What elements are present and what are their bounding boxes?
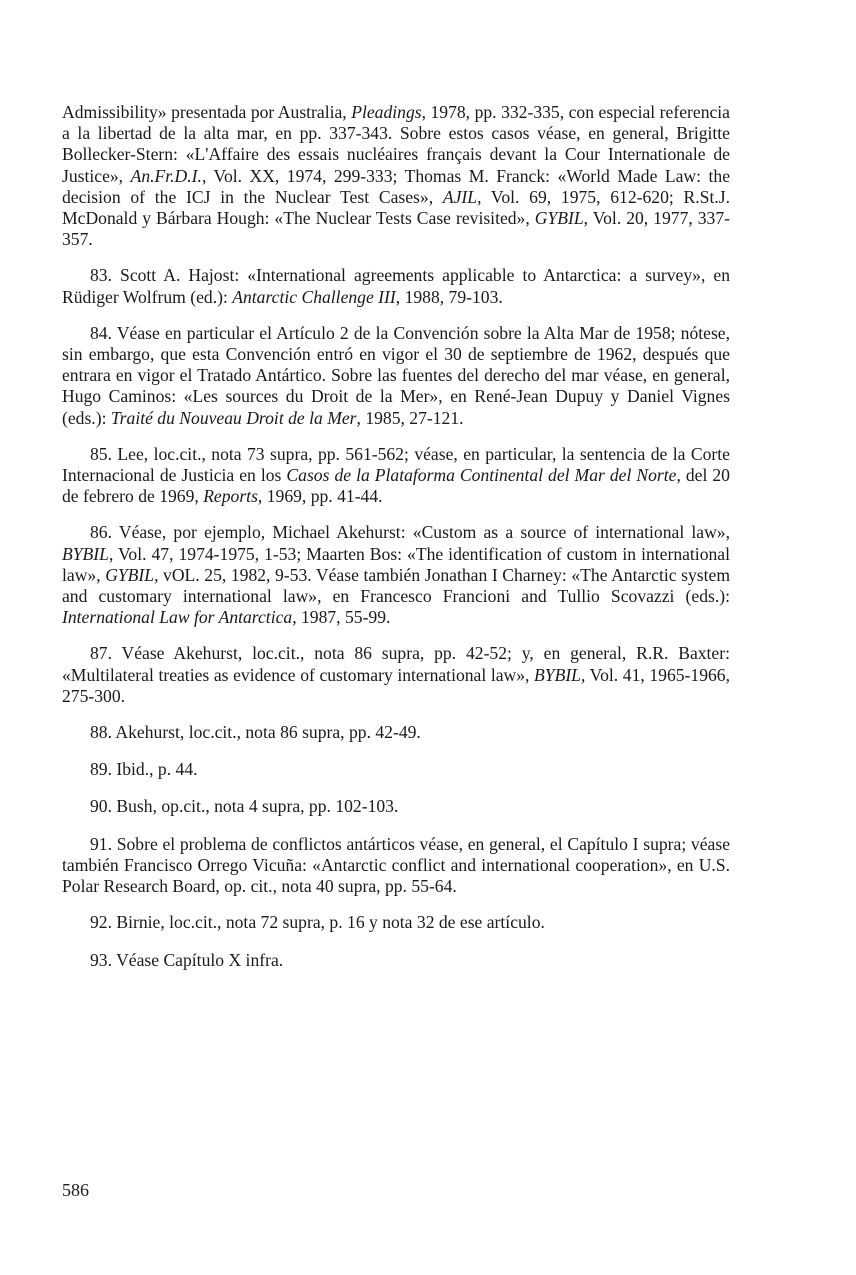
italic-citation: BYBIL [62,543,109,564]
italic-citation: International Law for Antarctica [62,607,293,628]
italic-citation: Reports [203,486,258,507]
note-text: , del 20 de febrero de 1969, [62,465,730,507]
italic-citation: Casos de la Plataforma Continental del Mar del Norte [286,465,677,486]
note-text: 88. Akehurst, loc.cit., nota 86 supra, pp. 42-49. [90,722,421,743]
italic-citation: GYBIL [534,208,584,229]
note-text: Admissibility» presentada por Australia, [62,102,352,122]
page-number: 586 [62,1180,89,1200]
italic-citation: Antarctic Challenge III [232,286,396,307]
note-text: 85. Lee, loc.cit., nota 73 supra, pp. 561-562; véase, en particular, la sentencia de la Corte Internacional de Justicia en los [62,443,730,486]
footnote-84 [62,323,730,429]
note-text: 86. Véase, por ejemplo, Michael Akehurst: «Custom as a source of international law», [90,522,730,543]
footnote-93 [62,950,730,971]
italic-citation: GYBIL [105,564,155,585]
footnotes-block [62,102,730,987]
footnote-90 [62,796,730,817]
footnote-86 [62,522,730,628]
italic-citation: BYBIL [534,664,581,685]
note-text: , Vol. 69, 1975, 612-620; R.St.J. McDonald y Bárbara Hough: «The Nuclear Tests Case revisited», [62,186,730,229]
italic-citation: An.Fr.D.I. [130,165,202,186]
note-text: 83. Scott A. Hajost: «International agreements applicable to Antarctica: a survey», en Rüdiger Wolfrum (ed.): [62,265,730,307]
note-text: , vOL. 25, 1982, 9-53. Véase también Jonathan I Charney: «The Antarctic system and customary international law», en Francesco Francioni and Tullio Scovazzi (eds.): [62,564,731,607]
note-text: 89. Ibid., p. 44. [90,759,198,780]
note-text: , Vol. 41, 1965-1966, 275-300. [62,664,730,706]
footnote-91 [62,834,730,898]
note-text: , 1988, 79-103. [395,286,503,307]
note-text: , Vol. 47, 1974-1975, 1-53; Maarten Bos: «The identification of custom in international law», [62,543,730,585]
note-text: , 1987, 55-99. [292,607,391,628]
footnote-89 [62,759,730,780]
footnote-continuation [62,102,730,250]
italic-citation: Traité du Nouveau Droit de la Mer [110,407,357,428]
note-text: 87. Véase Akehurst, loc.cit., nota 86 supra, pp. 42-52; y, en general, R.R. Baxter: «Multilateral treaties as evidence of customary international law», [62,643,730,685]
note-text: 90. Bush, op.cit., nota 4 supra, pp. 102-103. [90,796,399,817]
footnote-92 [62,912,730,933]
note-text: , 1985, 27-121. [356,407,464,428]
footnote-88 [62,722,730,743]
note-text: , Vol. XX, 1974, 299-333; Thomas M. Franck: «World Made Law: the decision of the ICJ in the Nuclear Test Cases», [62,165,731,207]
italic-citation: AJIL [442,186,478,207]
note-text: , 1969, pp. 41-44. [257,486,383,507]
note-text: 92. Birnie, loc.cit., nota 72 supra, p. 16 y nota 32 de ese artículo. [90,912,545,933]
note-text: 84. Véase en particular el Artículo 2 de la Convención sobre la Alta Mar de 1958; nótese, sin embargo, que esta Convención entró en vigor el 30 de septiembre de 1962, después que entrara en vigor el Tratado Antártico. Sobre las fuentes del derecho del mar véase, en general, Hugo Caminos: «Les sources du Droit de la Mer», en René-Jean Dupuy y Daniel Vignes (eds.): [62,322,730,428]
footnote-85 [62,444,730,508]
footnote-83 [62,265,730,307]
note-text: , 1978, pp. 332-335, con especial referencia a la libertad de la alta mar, en pp. 337-343. Sobre estos casos véase, en general, Brigitte Bollecker-Stern: «L'Affaire des essais nucléaires français devant la Cour Internationale de Justice», [62,102,730,186]
note-text: , Vol. 20, 1977, 337-357. [62,208,730,250]
italic-citation: Pleadings [351,102,422,122]
footnote-87 [62,643,730,707]
note-text: 93. Véase Capítulo X infra. [90,949,284,970]
note-text: 91. Sobre el problema de conflictos antárticos véase, en general, el Capítulo I supra; véase también Francisco Orrego Vicuña: «Antarctic conflict and international cooperation», en U.S. Polar Research Board, op. cit., nota 40 supra, pp. 55-64. [62,833,730,897]
